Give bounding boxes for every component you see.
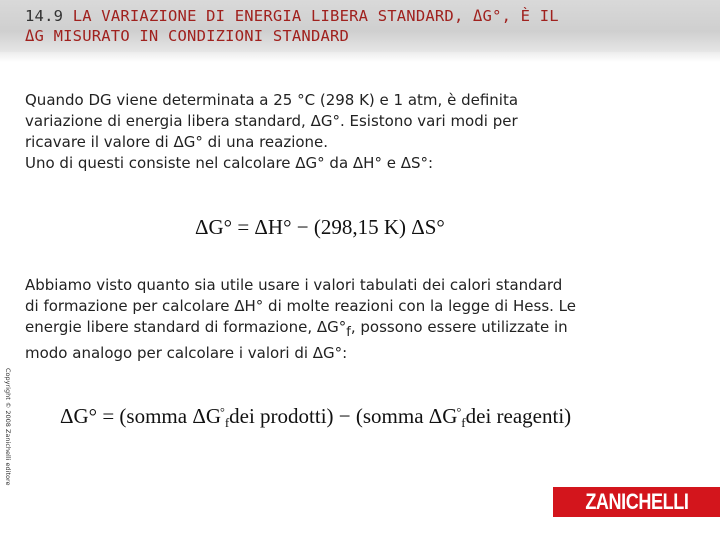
title-text-1: LA VARIAZIONE DI ENERGIA LIBERA STANDARD, ΔG°, È IL (72, 7, 559, 25)
formation-eq-lhs: ΔG° = (somma ΔG (60, 404, 221, 428)
formation-eq-end: dei reagenti) (465, 404, 572, 428)
formation-eq-sup2: ° (456, 405, 462, 419)
intro-paragraph (25, 90, 705, 174)
hess-line-2: di formazione per calcolare ΔH° di molte reazioni con la legge di Hess. Le (25, 297, 576, 315)
copyright-notice (0, 368, 12, 498)
gibbs-equation: ΔG° = ΔH° − (298,15 K) ΔS° (195, 215, 445, 239)
copyright-text: Copyright © 2008 Zanichelli editore (4, 368, 12, 486)
formation-eq-sup1: ° (220, 405, 225, 419)
publisher-logo (553, 487, 720, 517)
hess-line-3-sub: f (346, 325, 351, 340)
intro-line-4: Uno di questi consiste nel calcolare ΔG° da ΔH° e ΔS°: (25, 154, 434, 172)
title-line-2: ΔG MISURATO IN CONDIZIONI STANDARD (25, 27, 350, 45)
intro-line-3: ricavare il valore di ΔG° di una reazione. (25, 133, 329, 151)
intro-line-1: Quando DG viene determinata a 25 °C (298 K) e 1 atm, è definita (25, 91, 519, 109)
hess-line-3-post: , possono essere utilizzate in (350, 318, 568, 336)
hess-line-3 (25, 317, 705, 343)
logo-text: ZANICHELLI (584, 489, 689, 514)
header-shadow (0, 52, 720, 62)
section-number: 14.9 (25, 7, 64, 25)
formation-equation (60, 404, 571, 431)
intro-line-2: variazione di energia libera standard, ΔG°. Esistono vari modi per (25, 112, 518, 130)
hess-paragraph (25, 275, 705, 364)
hess-line-4: modo analogo per calcolare i valori di ΔG°: (25, 344, 348, 362)
hess-line-1: Abbiamo visto quanto sia utile usare i valori tabulati dei calori standard (25, 276, 563, 294)
formation-eq-sub2: f (461, 415, 466, 430)
hess-line-3-pre: energie libere standard di formazione, ΔG° (25, 318, 347, 336)
title-line-1 (25, 6, 705, 26)
formation-eq-sub1: f (224, 415, 230, 430)
formation-eq-mid: dei prodotti) − (somma ΔG (229, 404, 458, 428)
page-title (25, 6, 705, 46)
